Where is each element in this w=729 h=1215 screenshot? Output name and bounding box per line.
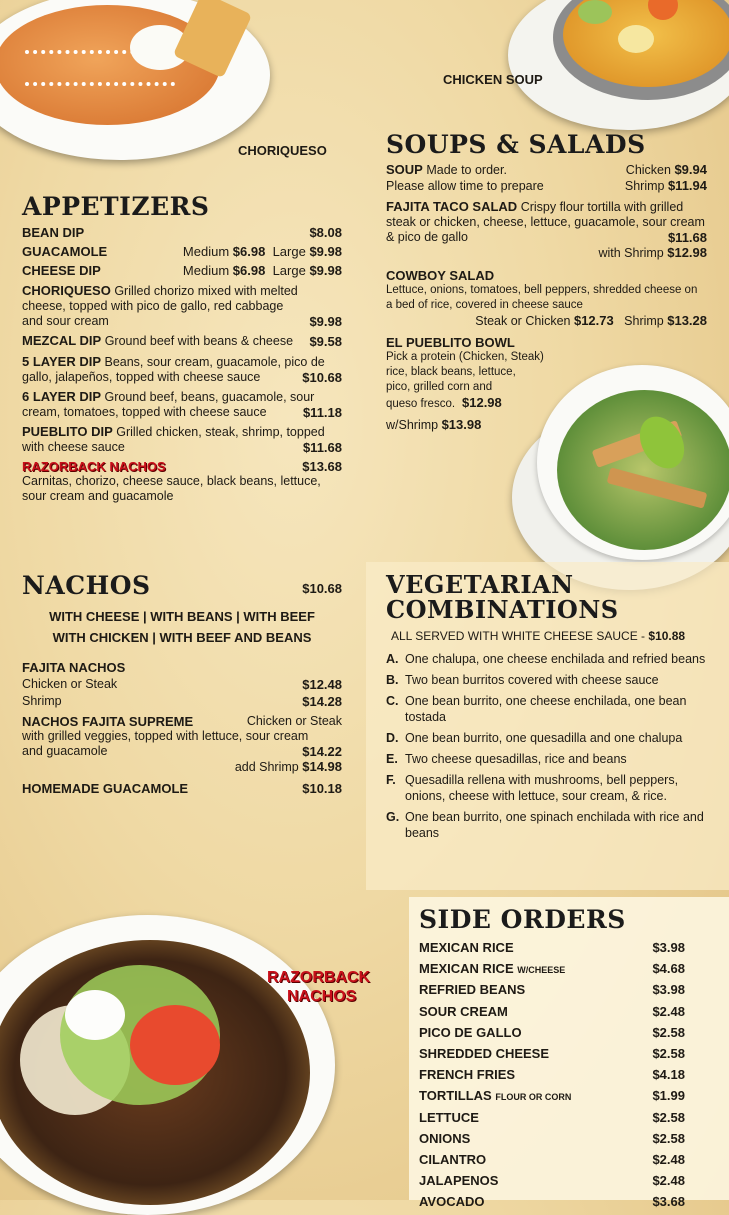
item-price: $10.18: [302, 781, 342, 796]
item-price: $1.99: [652, 1088, 685, 1104]
item-note: W/CHEESE: [517, 965, 566, 976]
item-name: SOUR CREAM: [419, 1003, 508, 1019]
item-desc: One bean burrito, one quesadilla and one chalupa: [405, 731, 683, 745]
side-item: [419, 1086, 685, 1107]
item-letter: C.: [386, 694, 399, 708]
vegetarian-price: $10.88: [648, 629, 686, 643]
appetizers-section: [22, 192, 342, 504]
size-label: Large: [272, 244, 306, 259]
item-price: $13.68: [302, 459, 342, 474]
item-price: $8.08: [309, 225, 342, 240]
side-orders-section: [419, 905, 685, 1214]
side-item: [419, 1192, 685, 1213]
item-price: $9.98: [309, 314, 342, 329]
vegetarian-item: [386, 672, 711, 688]
item-name: CHORIQUESO: [22, 283, 111, 298]
vegetarian-item: [386, 693, 711, 725]
side-item: [419, 959, 685, 980]
item-price: $9.94: [674, 162, 707, 177]
item-name: HOMEMADE GUACAMOLE: [22, 781, 189, 796]
menu-item: [386, 162, 707, 194]
vegetarian-item: [386, 809, 711, 841]
menu-item: [22, 225, 342, 240]
item-price: $4.68: [652, 961, 685, 977]
item-desc: Crispy flour tortilla with grilled: [520, 200, 684, 214]
vegetarian-note-text: ALL SERVED WITH WHITE CHEESE SAUCE -: [391, 629, 646, 643]
choriqueso-caption: CHORIQUESO: [238, 143, 327, 158]
item-desc: with cheese sauce: [22, 440, 125, 454]
item-price: $2.58: [652, 1024, 685, 1040]
item-desc: Steak or Chicken: [475, 314, 571, 328]
vegetarian-section: [386, 572, 711, 846]
item-price: $14.22: [302, 744, 342, 759]
item-name: FAJITA TACO SALAD: [386, 199, 518, 214]
side-item: [419, 1065, 685, 1086]
size-label: Medium: [182, 263, 230, 278]
item-name: BEAN DIP: [22, 225, 85, 240]
item-desc: Made to order.: [426, 163, 507, 177]
item-name: FRENCH FRIES: [419, 1067, 516, 1083]
nachos-price: $10.68: [302, 581, 342, 596]
item-desc: with grilled veggies, topped with lettuce, sour cream: [22, 729, 309, 743]
menu-item: [22, 459, 342, 504]
razorback-caption-line2: NACHOS: [287, 988, 357, 1005]
item-desc: cheese, topped with pico de gallo, red cabbage: [22, 299, 284, 313]
item-name: ONIONS: [419, 1130, 471, 1146]
item-letter: G.: [386, 810, 400, 824]
item-desc: Pick a protein (Chicken, Steak): [386, 351, 544, 363]
fajita-nachos-title: FAJITA NACHOS: [22, 660, 126, 675]
item-name: CHEESE DIP: [22, 263, 101, 278]
item-desc: & pico de gallo: [386, 230, 469, 244]
item-price: $3.98: [652, 982, 685, 998]
item-price: $12.98: [462, 395, 502, 410]
vegetarian-item: [386, 730, 711, 746]
item-desc: Ground beef with beans & cheese: [104, 334, 294, 348]
item-desc: pico, grilled corn and: [386, 381, 493, 393]
item-desc: Shrimp: [624, 314, 664, 328]
side-item: [419, 1002, 685, 1023]
menu-item: [22, 781, 342, 796]
side-orders-list: [419, 938, 685, 1214]
nachos-options-line1: WITH CHEESE | WITH BEANS | WITH BEEF: [49, 609, 315, 624]
item-price: $6.98: [232, 244, 266, 259]
vegetarian-item: [386, 772, 711, 804]
item-desc: rice, black beans, lettuce,: [386, 366, 516, 378]
razorback-nachos-photo: [0, 915, 340, 1215]
item-desc: steak or chicken, cheese, lettuce, guacamole, sour cream: [386, 215, 705, 229]
item-price: $11.68: [667, 230, 707, 245]
side-orders-title: SIDE ORDERS: [419, 905, 626, 934]
item-desc: Shrimp: [624, 179, 665, 193]
item-desc: Ground beef, beans, guacamole, sour: [104, 390, 315, 404]
item-price: $11.94: [667, 178, 707, 193]
item-price: $6.98: [232, 263, 266, 278]
chicken-soup-photo: [508, 0, 729, 130]
item-desc: w/Shrimp: [386, 418, 439, 432]
side-item: [419, 1023, 685, 1044]
vegetarian-title-line2: COMBINATIONS: [386, 595, 619, 624]
item-desc: Grilled chorizo mixed with melted: [114, 284, 298, 298]
choriqueso-photo: [0, 0, 270, 165]
item-letter: E.: [386, 752, 398, 766]
item-price: $14.28: [302, 694, 342, 709]
menu-item: [386, 335, 556, 433]
item-price: $12.98: [667, 245, 707, 260]
item-price: $13.28: [667, 313, 707, 328]
item-desc: Please allow time to prepare: [386, 179, 544, 193]
menu-item: [22, 424, 342, 455]
vegetarian-note: [386, 629, 711, 643]
item-price: $3.68: [652, 1194, 685, 1210]
item-desc: Carnitas, chorizo, cheese sauce, black beans, lettuce,: [22, 474, 321, 488]
item-price: $9.58: [309, 334, 342, 349]
item-price: $2.48: [652, 1173, 685, 1189]
vegetarian-list: [386, 651, 711, 841]
item-name: LETTUCE: [419, 1109, 479, 1125]
item-name: PICO DE GALLO: [419, 1024, 522, 1040]
menu-item: [22, 693, 342, 710]
item-name: REFRIED BEANS: [419, 982, 526, 998]
vegetarian-title-line1: VEGETARIAN: [386, 570, 574, 599]
item-desc: queso fresco.: [386, 398, 456, 410]
item-desc: and guacamole: [22, 744, 108, 758]
menu-item: [22, 283, 342, 329]
menu-item: [386, 268, 707, 329]
soups-salads-title: SOUPS & SALADS: [386, 130, 646, 159]
menu-item: [22, 333, 342, 349]
item-desc: One bean burrito, one cheese enchilada, one bean tostada: [405, 694, 687, 724]
item-price: $11.18: [302, 405, 342, 420]
item-desc: sour cream and guacamole: [22, 489, 174, 503]
soups-salads-section: [386, 130, 707, 433]
menu-item: [22, 714, 342, 775]
item-desc: Shrimp: [22, 694, 62, 708]
item-name: EL PUEBLITO BOWL: [386, 335, 515, 350]
item-desc: and sour cream: [22, 314, 109, 328]
item-desc: Chicken or Steak: [22, 677, 118, 691]
item-name: MEZCAL DIP: [22, 333, 102, 348]
item-price: $10.68: [302, 370, 342, 385]
item-name: COWBOY SALAD: [386, 268, 495, 283]
chicken-soup-caption: CHICKEN SOUP: [443, 72, 543, 87]
item-name: AVOCADO: [419, 1194, 485, 1210]
item-desc: Lettuce, onions, tomatoes, bell peppers, shredded cheese on: [386, 284, 698, 296]
item-desc: Grilled chicken, steak, shrimp, topped: [116, 425, 325, 439]
size-label: Medium: [182, 244, 230, 259]
item-price: $2.48: [652, 1152, 685, 1168]
item-desc: a bed of rice, covered in cheese sauce: [386, 299, 583, 311]
item-name: 6 LAYER DIP: [22, 389, 101, 404]
item-desc: Two cheese quesadillas, rice and beans: [405, 752, 627, 766]
menu-item: [22, 676, 342, 693]
vegetarian-item: [386, 751, 711, 767]
item-desc: Quesadilla rellena with mushrooms, bell peppers, onions, cheese with lettuce, sour cream, & rice.: [405, 773, 679, 803]
item-name: TORTILLAS: [419, 1088, 492, 1104]
item-letter: F.: [386, 773, 396, 787]
item-name: SOUP: [386, 162, 423, 177]
item-price: $9.98: [309, 263, 342, 278]
item-name: SHREDDED CHEESE: [419, 1046, 550, 1062]
item-name: MEXICAN RICE: [419, 961, 514, 977]
menu-item: [22, 354, 342, 385]
side-item: [419, 1044, 685, 1065]
nachos-title: NACHOS: [22, 571, 151, 600]
item-desc: Chicken: [625, 163, 671, 177]
item-name: GUACAMOLE: [22, 244, 108, 259]
side-item: [419, 938, 685, 959]
item-desc: One chalupa, one cheese enchilada and refried beans: [405, 652, 706, 666]
vegetarian-item: [386, 651, 711, 667]
item-price: $12.73: [573, 313, 614, 328]
menu-item: [22, 263, 342, 278]
item-price: $9.98: [309, 244, 342, 259]
appetizers-title: APPETIZERS: [22, 192, 210, 221]
item-desc: Beans, sour cream, guacamole, pico de: [104, 355, 325, 369]
item-price: $14.98: [302, 759, 342, 774]
razorback-caption-line1: RAZORBACK: [267, 969, 371, 986]
menu-item: [386, 199, 707, 261]
item-price: $4.18: [652, 1067, 685, 1083]
nachos-options-line2: WITH CHICKEN | WITH BEEF AND BEANS: [52, 630, 312, 645]
item-price: $3.98: [652, 940, 685, 955]
item-letter: A.: [386, 652, 399, 666]
item-name: NACHOS FAJITA SUPREME: [22, 714, 194, 729]
item-desc: add Shrimp: [234, 760, 299, 774]
item-desc: Two bean burritos covered with cheese sauce: [405, 673, 659, 687]
item-price: $2.48: [652, 1003, 685, 1019]
item-price: $2.58: [652, 1046, 685, 1062]
item-desc: with Shrimp: [598, 246, 664, 260]
item-name: PUEBLITO DIP: [22, 424, 113, 439]
item-price: $2.58: [652, 1130, 685, 1146]
item-name: JALAPENOS: [419, 1173, 499, 1189]
side-item: [419, 1108, 685, 1129]
nachos-section: [22, 571, 342, 796]
item-letter: B.: [386, 673, 399, 687]
item-name: 5 LAYER DIP: [22, 354, 101, 369]
item-note: FLOUR OR CORN: [495, 1092, 572, 1103]
item-price: $12.48: [302, 677, 342, 692]
item-name: RAZORBACK NACHOS: [22, 459, 166, 474]
menu-item: [22, 389, 342, 420]
side-item: [419, 980, 685, 1001]
item-price: $11.68: [302, 440, 342, 455]
item-name: MEXICAN RICE: [419, 940, 514, 955]
size-label: Large: [272, 263, 306, 278]
item-name: CILANTRO: [419, 1152, 487, 1168]
item-letter: D.: [386, 731, 399, 745]
menu-item: [22, 244, 342, 259]
side-item: [419, 1150, 685, 1171]
side-item: [419, 1129, 685, 1150]
item-desc: Chicken or Steak: [246, 714, 342, 728]
item-desc: gallo, jalapeños, topped with cheese sauce: [22, 370, 261, 384]
item-price: $13.98: [441, 417, 482, 432]
item-desc: One bean burrito, one spinach enchilada with rice and beans: [405, 810, 704, 840]
side-item: [419, 1171, 685, 1192]
item-price: $2.58: [652, 1109, 685, 1125]
item-desc: cream, tomatoes, topped with cheese sauce: [22, 405, 267, 419]
